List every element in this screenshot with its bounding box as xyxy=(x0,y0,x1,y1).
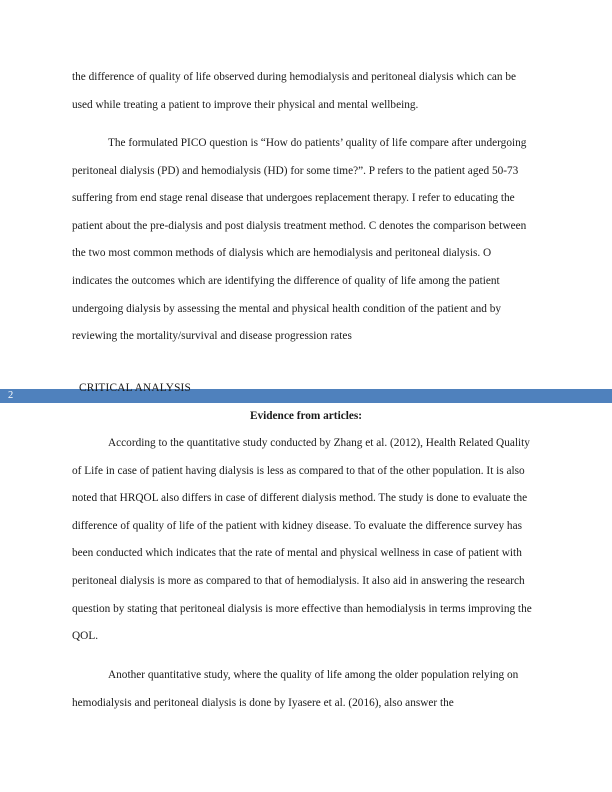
body-paragraph-iyasere: Another quantitative study, where the quality of life among the older population relying on hemodialysis and peritoneal dialysis is done by Iyasere et al. (2016), also answer the xyxy=(72,669,519,709)
section-heading: Evidence from articles: xyxy=(249,410,363,422)
body-paragraph-pico: The formulated PICO question is “How do patients’ quality of life compare after undergoing peritoneal dialysis (PD) and hemodialysis (HD) for some time?”. P refers to the patient aged 50-73 suffering from end stage renal disease that undergoes replacement therapy. I refer to educating the patient about the pre-dialysis and post dialysis treatment method. C denotes the comparison between the two most common methods of dialysis which are hemodialysis and peritoneal dialysis. O indicates the outcomes which are identifying the difference of quality of life among the patient undergoing dialysis by assessing the mental and physical health condition of the patient and by reviewing the mortality/survival and disease progression rates xyxy=(72,137,527,343)
running-header-title: CRITICAL ANALYSIS xyxy=(79,382,191,394)
body-paragraph-continuation: the difference of quality of life observed during hemodialysis and peritoneal dialysis which can be used while treating a patient to improve their physical and mental wellbeing. xyxy=(72,71,516,111)
body-paragraph-zhang: According to the quantitative study conducted by Zhang et al. (2012), Health Related Quality of Life in case of patient having dialysis is less as compared to that of the other population. It is also noted that HRQOL also differs in case of different dialysis method. The study is done to evaluate the difference of quality of life of the patient with kidney disease. To evaluate the difference survey has been conducted which indicates that the rate of mental and physical wellness in case of patient with peritoneal dialysis is more as compared to that of hemodialysis. It also aid in answering the research question by stating that peritoneal dialysis is more effective than hemodialysis in terms improving the QOL. xyxy=(72,437,532,643)
page-number: 2 xyxy=(8,390,14,401)
